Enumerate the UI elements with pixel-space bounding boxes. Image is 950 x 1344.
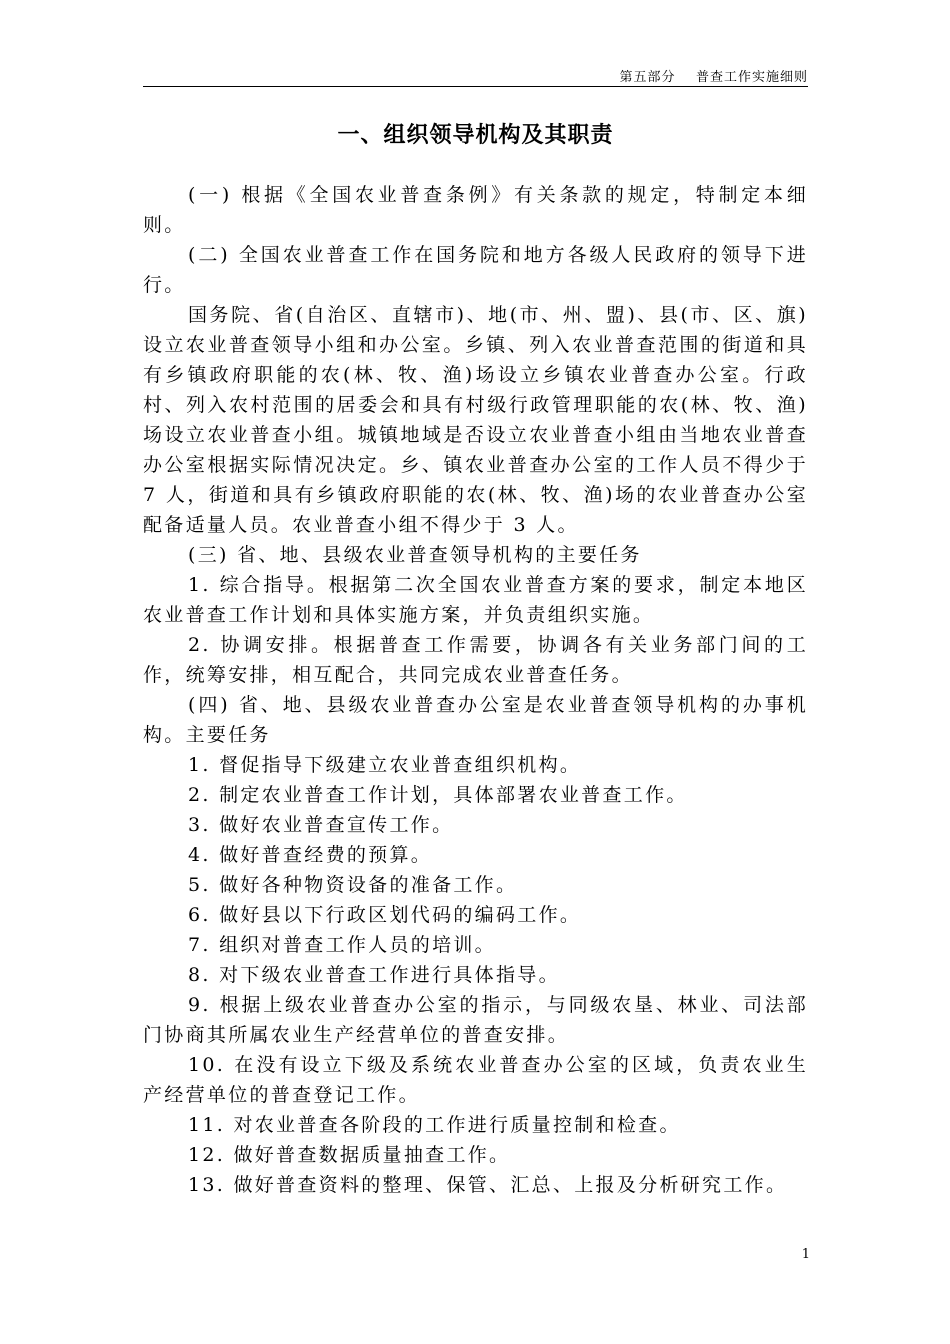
list-item: 4. 做好普查经费的预算。	[188, 844, 433, 866]
paragraph: (二) 全国农业普查工作在国务院和地方各级人民政府的领导下进行。	[143, 244, 808, 296]
list-item: 2. 制定农业普查工作计划，具体部署农业普查工作。	[188, 784, 688, 806]
list-item: 6. 做好县以下行政区划代码的编码工作。	[188, 904, 582, 926]
list-item: 11. 对农业普查各阶段的工作进行质量控制和检查。	[188, 1114, 681, 1136]
list-item: 13. 做好普查资料的整理、保管、汇总、上报及分析研究工作。	[188, 1174, 788, 1196]
page-number: 1	[801, 1247, 810, 1262]
paragraph: 2. 协调安排。根据普查工作需要，协调各有关业务部门间的工作，统筹安排，相互配合，共同完成农业普查任务。	[143, 634, 808, 686]
list-item: 8. 对下级农业普查工作进行具体指导。	[188, 964, 560, 986]
paragraph: (一) 根据《全国农业普查条例》有关条款的规定，特制定本细则。	[143, 184, 808, 236]
list-item: 7. 组织对普查工作人员的培训。	[188, 934, 496, 956]
list-item: 5. 做好各种物资设备的准备工作。	[188, 874, 518, 896]
list-item: 12. 做好普查数据质量抽查工作。	[188, 1144, 511, 1166]
list-item: 10. 在没有设立下级及系统农业普查办公室的区域，负责农业生产经营单位的普查登记工作。	[143, 1054, 808, 1106]
paragraph: 1. 综合指导。根据第二次全国农业普查方案的要求，制定本地区农业普查工作计划和具体实施方案，并负责组织实施。	[143, 574, 808, 626]
paragraph: 国务院、省(自治区、直辖市)、地(市、州、盟)、县(市、区、旗)设立农业普查领导小组和办公室。乡镇、列入农业普查范围的街道和具有乡镇政府职能的农(林、牧、渔)场设立乡镇农业普查办公室。行政村、列入农村范围的居委会和具有村级行政管理职能的农(林、牧、渔)场设立农业普查小组。城镇地域是否设立农业普查小组由当地农业普查办公室根据实际情况决定。乡、镇农业普查办公室的工作人员不得少于 7 人，街道和具有乡镇政府职能的农(林、牧、渔)场的农业普查办公室配备适量人员。农业普查小组不得少于 3 人。	[143, 304, 808, 536]
paragraph: (三) 省、地、县级农业普查领导机构的主要任务	[188, 544, 642, 566]
paragraph: (四) 省、地、县级农业普查办公室是农业普查领导机构的办事机构。主要任务	[143, 694, 808, 746]
running-header: 第五部分 普查工作实施细则	[619, 70, 808, 85]
list-item: 9. 根据上级农业普查办公室的指示，与同级农垦、林业、司法部门协商其所属农业生产经营单位的普查安排。	[143, 994, 808, 1046]
list-item: 3. 做好农业普查宣传工作。	[188, 814, 454, 836]
header-rule	[143, 86, 808, 87]
section-title: 一、组织领导机构及其职责	[337, 123, 614, 148]
list-item: 1. 督促指导下级建立农业普查组织机构。	[188, 754, 582, 776]
body-text	[143, 180, 808, 1200]
